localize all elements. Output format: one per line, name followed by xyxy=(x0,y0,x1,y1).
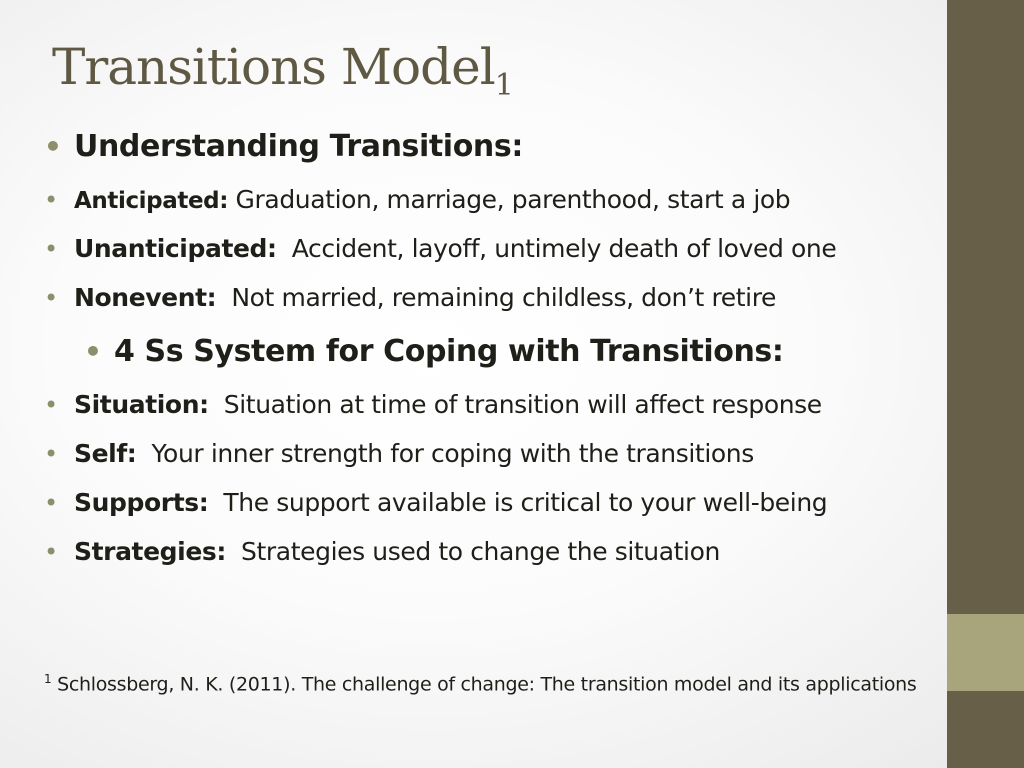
bullet-nonevent xyxy=(44,284,776,312)
bullet-label: Unanticipated: xyxy=(74,234,277,263)
bullet-label: Anticipated: xyxy=(74,188,229,214)
bullet-dot-icon: • xyxy=(44,538,58,566)
footnote-text: Schlossberg, N. K. (2011). The challenge of change: The transition model and its applications xyxy=(51,673,917,696)
bullet-self xyxy=(44,440,754,468)
bullet-label: Supports: xyxy=(74,488,209,517)
title-subscript: 1 xyxy=(494,68,513,103)
bullet-anticipated xyxy=(44,186,790,214)
bullet-supports xyxy=(44,489,827,517)
bullet-label: Understanding Transitions: xyxy=(74,129,523,164)
bullet-label: Self: xyxy=(74,439,137,468)
bullet-label: Strategies: xyxy=(74,537,226,566)
bullet-unanticipated xyxy=(44,235,836,263)
bullet-label: Situation: xyxy=(74,390,209,419)
bullet-text: Not married, remaining childless, don’t retire xyxy=(216,283,777,312)
bullet-text: Accident, layoff, untimely death of loved one xyxy=(276,234,837,263)
bullet-dot-icon: • xyxy=(44,284,58,312)
bullet-label: Nonevent: xyxy=(74,283,217,312)
bullet-dot-icon: • xyxy=(44,489,58,517)
slide-title-text: Transitions Model xyxy=(52,38,495,96)
sidebar-accent-block xyxy=(947,614,1024,691)
bullet-strategies xyxy=(44,538,720,566)
bullet-label: 4 Ss System for Coping with Transitions: xyxy=(114,334,784,369)
bullet-text: Situation at time of transition will affect response xyxy=(208,390,822,419)
bullet-dot-icon: • xyxy=(44,235,58,263)
bullet-dot-icon: • xyxy=(84,335,102,368)
footnote-marker: 1 xyxy=(44,672,52,686)
bullet-text: Graduation, marriage, parenthood, start a job xyxy=(228,185,791,214)
bullet-dot-icon: • xyxy=(44,440,58,468)
bullet-4ss-system xyxy=(84,335,784,368)
bullet-dot-icon: • xyxy=(44,391,58,419)
footnote xyxy=(44,671,924,699)
slide-title xyxy=(52,40,513,102)
bullet-text: Your inner strength for coping with the transitions xyxy=(136,439,754,468)
bullet-dot-icon: • xyxy=(44,186,58,214)
bullet-dot-icon: • xyxy=(44,130,62,163)
bullet-text: Strategies used to change the situation xyxy=(225,537,720,566)
bullet-situation xyxy=(44,391,822,419)
bullet-text: The support available is critical to your well-being xyxy=(208,488,828,517)
bullet-understanding-transitions xyxy=(44,130,523,163)
